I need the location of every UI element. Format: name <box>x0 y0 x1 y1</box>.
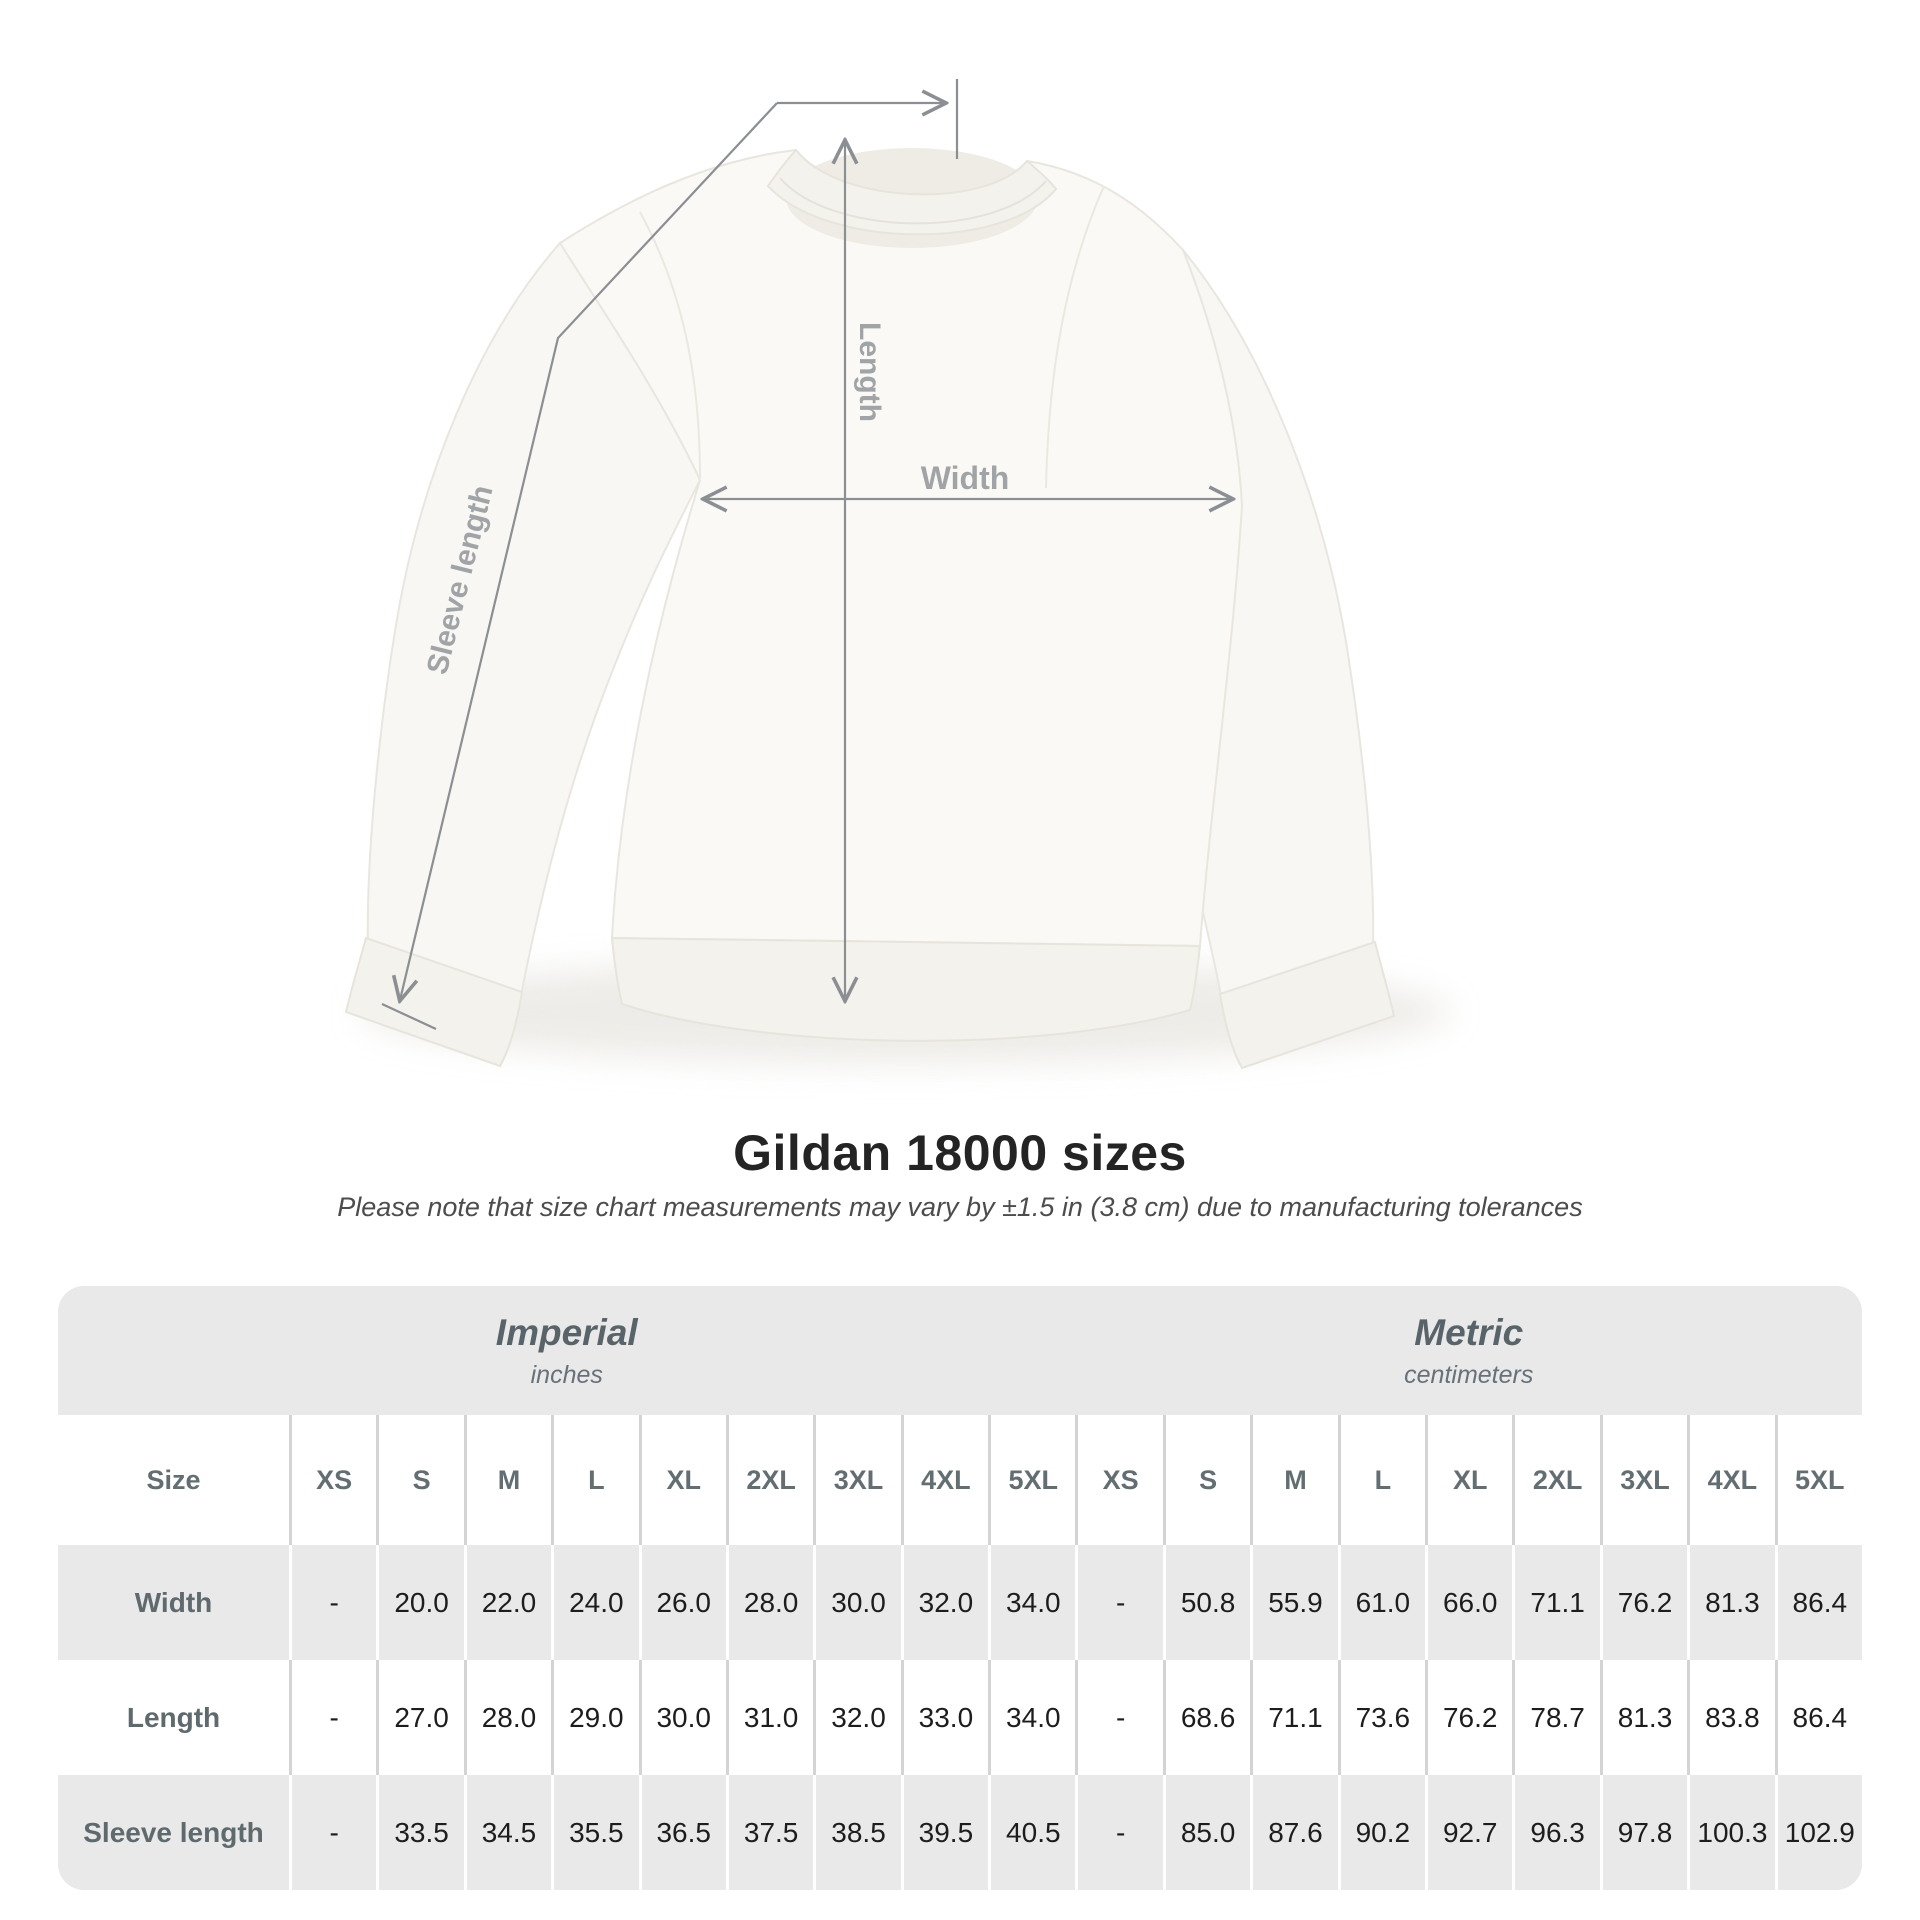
size-col-header: M <box>1250 1415 1337 1545</box>
table-cell: 102.9 <box>1775 1775 1862 1890</box>
table-cell: 40.5 <box>988 1775 1075 1890</box>
table-cell: 81.3 <box>1600 1660 1687 1775</box>
table-cell: 73.6 <box>1338 1660 1425 1775</box>
size-col-header: 4XL <box>901 1415 988 1545</box>
table-cell: 32.0 <box>901 1545 988 1660</box>
table-cell: 68.6 <box>1163 1660 1250 1775</box>
table-cell: 85.0 <box>1163 1775 1250 1890</box>
row-label: Length <box>126 1701 221 1733</box>
table-cell: 100.3 <box>1687 1775 1774 1890</box>
table-cell: 34.5 <box>464 1775 551 1890</box>
size-col-header: XS <box>289 1415 376 1545</box>
table-cell: 66.0 <box>1425 1545 1512 1660</box>
table-cell: 26.0 <box>639 1545 726 1660</box>
metric-group-name: Metric <box>1414 1311 1524 1353</box>
size-col-header: 2XL <box>726 1415 813 1545</box>
size-col-header: S <box>1163 1415 1250 1545</box>
table-cell: 34.0 <box>988 1545 1075 1660</box>
imperial-group-header <box>58 1286 1076 1415</box>
table-cell: 38.5 <box>813 1775 900 1890</box>
length-dimension-label: Length <box>853 322 886 422</box>
table-cell: 28.0 <box>464 1660 551 1775</box>
table-cell: 36.5 <box>639 1775 726 1890</box>
size-col-header: XL <box>639 1415 726 1545</box>
width-dimension-label: Width <box>920 460 1010 496</box>
table-cell: 61.0 <box>1338 1545 1425 1660</box>
table-cell: - <box>289 1660 376 1775</box>
row-label: Sleeve length <box>83 1816 264 1848</box>
unit-group-band <box>58 1286 1862 1415</box>
table-cell: - <box>1075 1545 1162 1660</box>
size-col-header: 3XL <box>813 1415 900 1545</box>
table-cell: 33.5 <box>376 1775 463 1890</box>
table-cell: 97.8 <box>1600 1775 1687 1890</box>
size-header-row <box>58 1415 1862 1545</box>
table-cell: 71.1 <box>1512 1545 1599 1660</box>
table-cell: 22.0 <box>464 1545 551 1660</box>
size-col-header: XL <box>1425 1415 1512 1545</box>
table-row-length <box>58 1660 1862 1775</box>
table-cell: 92.7 <box>1425 1775 1512 1890</box>
table-cell: 78.7 <box>1512 1660 1599 1775</box>
metric-group-header <box>1076 1286 1863 1415</box>
size-table <box>58 1286 1862 1890</box>
size-col-header: L <box>1338 1415 1425 1545</box>
table-cell: 27.0 <box>376 1660 463 1775</box>
size-header-label: Size <box>146 1464 201 1495</box>
table-cell: 30.0 <box>639 1660 726 1775</box>
table-cell: - <box>289 1775 376 1890</box>
table-row-sleeve-length <box>58 1775 1862 1890</box>
table-cell: 87.6 <box>1250 1775 1337 1890</box>
size-col-header: 5XL <box>1775 1415 1862 1545</box>
table-cell: 37.5 <box>726 1775 813 1890</box>
size-col-header: 3XL <box>1600 1415 1687 1545</box>
size-col-header: XS <box>1075 1415 1162 1545</box>
table-cell: 55.9 <box>1250 1545 1337 1660</box>
table-cell: 83.8 <box>1687 1660 1774 1775</box>
table-cell: 76.2 <box>1425 1660 1512 1775</box>
table-cell: 34.0 <box>988 1660 1075 1775</box>
size-col-header: 2XL <box>1512 1415 1599 1545</box>
size-col-header: 4XL <box>1687 1415 1774 1545</box>
table-cell: 96.3 <box>1512 1775 1599 1890</box>
metric-group-unit: centimeters <box>1404 1360 1534 1389</box>
imperial-group-name: Imperial <box>495 1311 638 1353</box>
table-row-width <box>58 1545 1862 1660</box>
table-cell: 24.0 <box>551 1545 638 1660</box>
size-col-header: S <box>376 1415 463 1545</box>
imperial-group-unit: inches <box>530 1360 603 1389</box>
table-cell: 28.0 <box>726 1545 813 1660</box>
table-cell: 71.1 <box>1250 1660 1337 1775</box>
table-cell: 39.5 <box>901 1775 988 1890</box>
table-cell: - <box>289 1545 376 1660</box>
row-label: Width <box>134 1586 213 1618</box>
table-cell: 90.2 <box>1338 1775 1425 1890</box>
table-cell: 76.2 <box>1600 1545 1687 1660</box>
table-cell: - <box>1075 1660 1162 1775</box>
table-cell: 33.0 <box>901 1660 988 1775</box>
page-title: Gildan 18000 sizes <box>733 1125 1187 1181</box>
size-col-header: 5XL <box>988 1415 1075 1545</box>
table-cell: 20.0 <box>376 1545 463 1660</box>
table-cell: 86.4 <box>1775 1660 1862 1775</box>
table-cell: - <box>1075 1775 1162 1890</box>
table-cell: 31.0 <box>726 1660 813 1775</box>
table-cell: 81.3 <box>1687 1545 1774 1660</box>
table-cell: 32.0 <box>813 1660 900 1775</box>
sleeve-length-dimension-label: Sleeve length <box>420 482 500 678</box>
table-cell: 35.5 <box>551 1775 638 1890</box>
size-col-header: L <box>551 1415 638 1545</box>
table-cell: 29.0 <box>551 1660 638 1775</box>
table-cell: 30.0 <box>813 1545 900 1660</box>
tolerance-note: Please note that size chart measurements may vary by ±1.5 in (3.8 cm) due to manufacturing tolerances <box>337 1192 1583 1222</box>
table-cell: 50.8 <box>1163 1545 1250 1660</box>
table-cell: 86.4 <box>1775 1545 1862 1660</box>
size-col-header: M <box>464 1415 551 1545</box>
